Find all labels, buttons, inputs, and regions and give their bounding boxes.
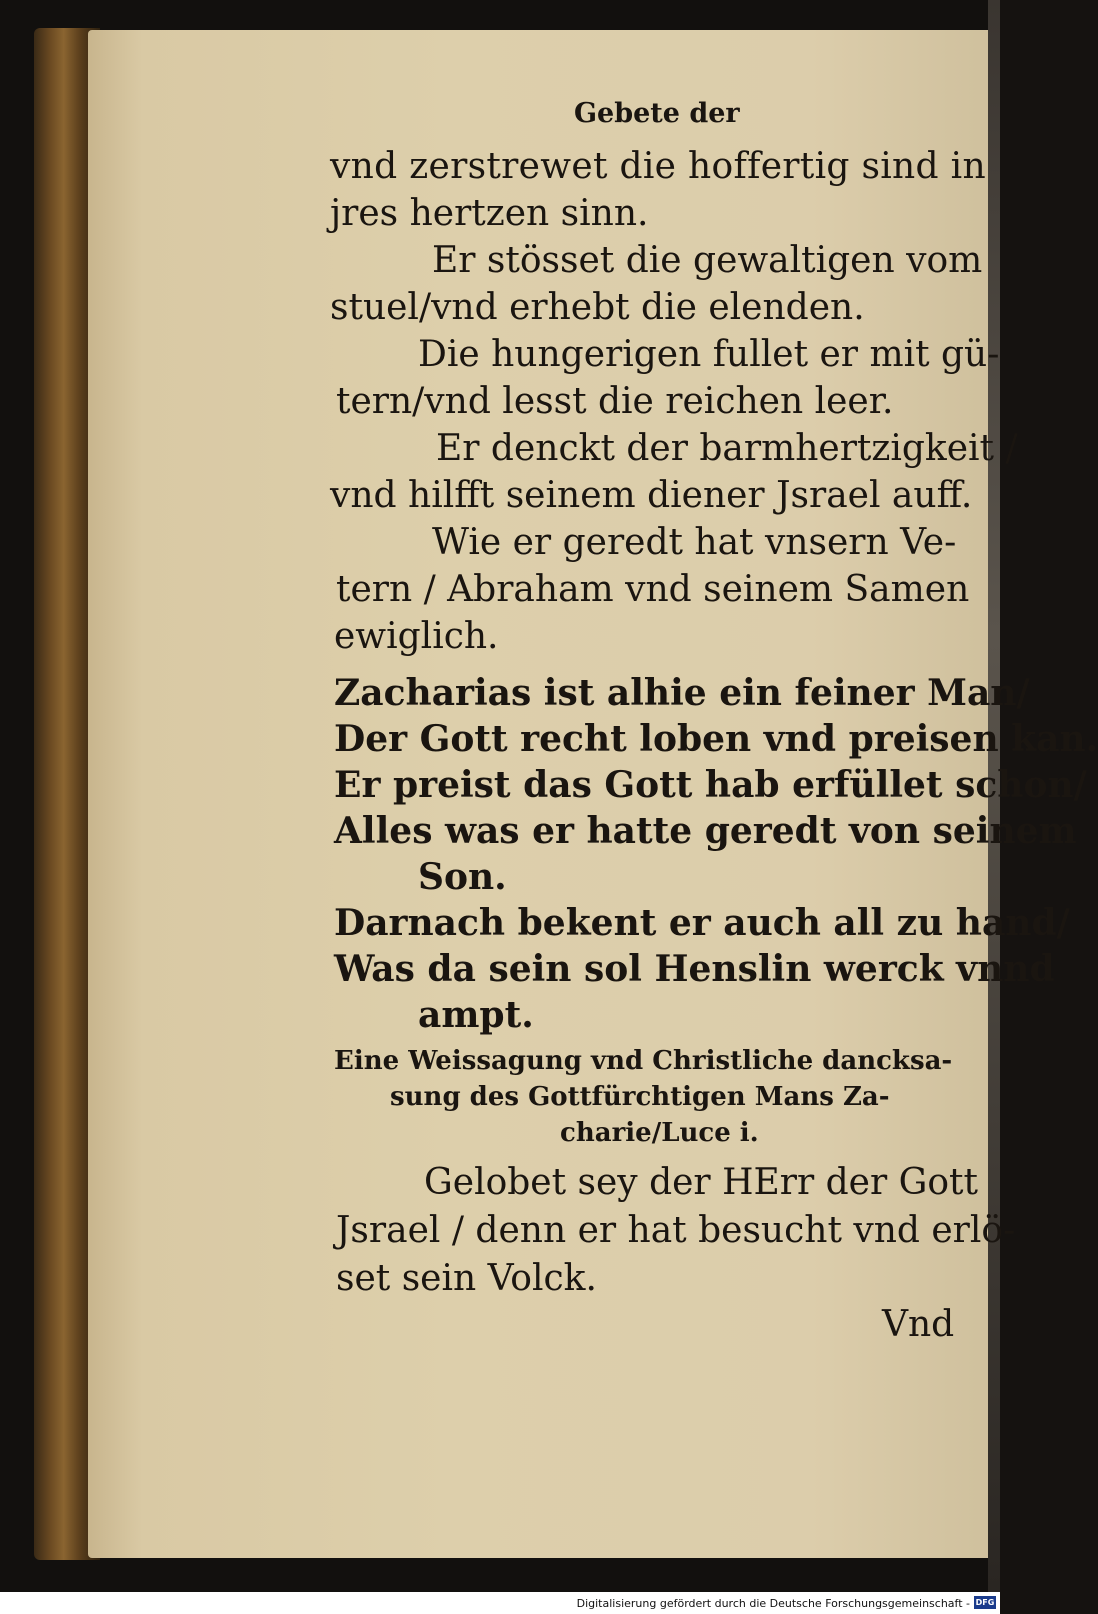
text-line: Gelobet sey der HErr der Gott: [424, 1162, 978, 1203]
funding-credit: Digitalisierung gefördert durch die Deutsche Forschungsgemeinschaft -: [576, 1597, 970, 1610]
dfg-logo: DFG: [975, 1598, 995, 1607]
catchword: Vnd: [882, 1304, 955, 1345]
verse-line: ampt.: [418, 994, 534, 1036]
section-heading-line: Eine Weissagung vnd Christliche dancksa-: [334, 1046, 953, 1076]
text-line: Die hungerigen fullet er mit gü-: [418, 334, 1000, 375]
text-line: Er denckt der barmhertzigkeit /: [436, 428, 1018, 469]
verse-line: Der Gott recht loben vnd preisen kan.: [334, 718, 1098, 760]
text-line: vnd hilfft seinem diener Jsrael auff.: [330, 475, 973, 516]
text-line: Er stösset die gewaltigen vom: [432, 240, 983, 281]
text-line: jres hertzen sinn.: [330, 193, 649, 234]
verse-line: Alles was er hatte geredt von seinem: [334, 810, 1077, 852]
text-line: Jsrael / denn er hat besucht vnd erlö-: [336, 1210, 1016, 1251]
running-header: Gebete der: [574, 98, 740, 129]
verse-line: Er preist das Gott hab erfüllet schon/: [334, 764, 1087, 806]
text-line: ewiglich.: [334, 616, 499, 657]
verse-line: Was da sein sol Henslin werck vnnd: [334, 948, 1055, 990]
text-line: vnd zerstrewet die hoffertig sind in: [330, 146, 986, 187]
verse-line: Darnach bekent er auch all zu hand/: [334, 902, 1070, 944]
verse-line: Zacharias ist alhie ein feiner Man/: [334, 672, 1030, 714]
section-heading-line: charie/Luce i.: [560, 1118, 759, 1148]
verse-line: Son.: [418, 856, 507, 898]
section-heading-line: sung des Gottfürchtigen Mans Za-: [390, 1082, 890, 1112]
text-line: tern / Abraham vnd seinem Samen: [336, 569, 970, 610]
text-line: Wie er geredt hat vnsern Ve-: [432, 522, 957, 563]
text-line: set sein Volck.: [336, 1258, 597, 1299]
text-line: tern/vnd lesst die reichen leer.: [336, 381, 894, 422]
text-line: stuel/vnd erhebt die elenden.: [330, 287, 865, 328]
